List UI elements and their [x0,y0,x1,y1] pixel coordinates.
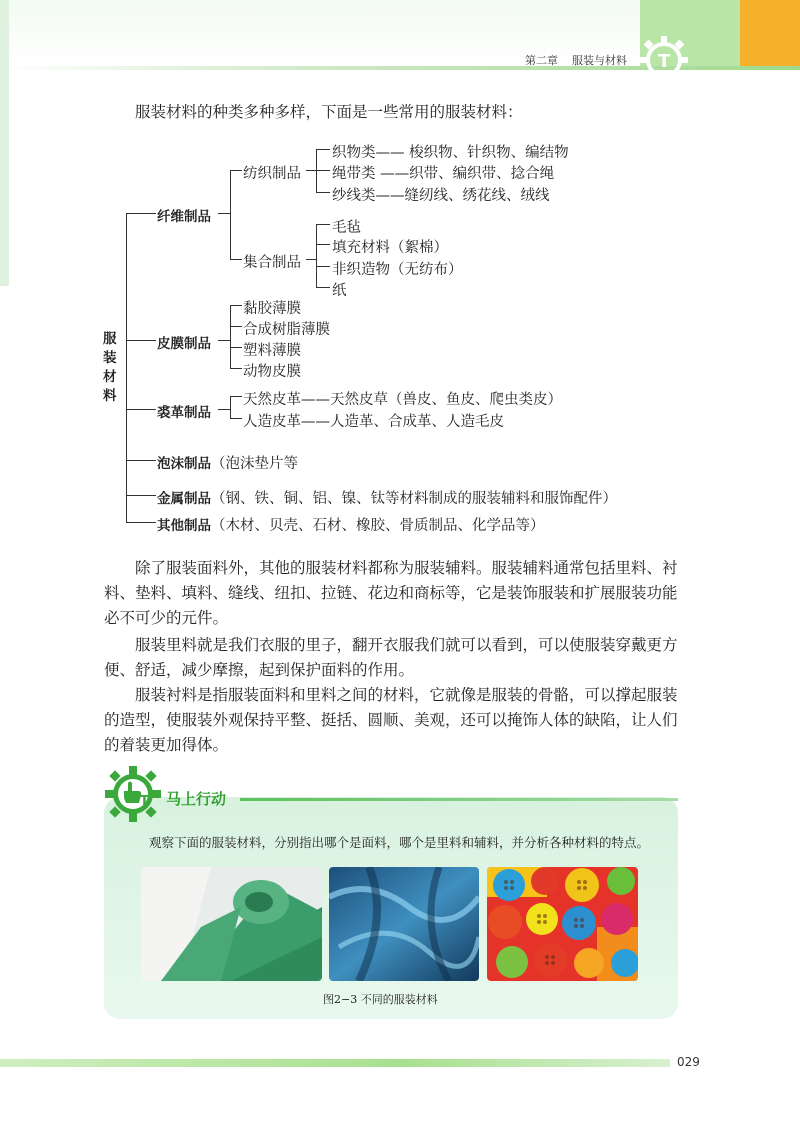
photo-blue-satin [329,867,479,981]
aggregate-item: 纸 [332,283,347,299]
activity-title-rule [240,798,678,801]
footer-bar [0,1059,670,1067]
paragraph: 服装里料就是我们衣服的里子，翻开衣服我们就可以看到，可以使服装穿戴更方便、舒适，减少摩擦，起到保护面料的作用。 [104,636,678,679]
textile-item: 纱线类——缝纫线、绣花线、绒线 [332,188,550,204]
category-other-desc: （木材、贝壳、石材、橡胶、骨质制品、化学品等） [211,518,545,534]
intro-text: 服装材料的种类多种多样，下面是一些常用的服装材料： [135,103,523,121]
aggregate-vertical [316,224,317,287]
branch-other [126,522,156,523]
page-number: 029 [677,1055,700,1069]
branch-film [126,340,156,341]
textile-branch-1 [316,149,330,150]
photo-green-fabric-roll [141,867,322,981]
film-branch-1 [230,305,242,306]
left-margin-strip [0,0,9,286]
textile-item: 绳带类 ——织带、编织带、捻合绳 [332,166,555,182]
leather-item: 人造皮革——人造革、合成革、人造毛皮 [243,414,504,430]
aggregate-branch-2 [316,244,330,245]
category-other [157,514,545,535]
film-branch-2 [230,326,242,327]
svg-text:T: T [140,794,149,809]
film-branch-4 [230,368,242,369]
tree-spine [126,213,127,523]
subcategory-textile-label: 纺织制品 [243,166,301,182]
leather-branch-2 [230,418,242,419]
textile-branch-2 [316,170,330,171]
category-foam-desc: （泡沫垫片等 [211,456,298,472]
leather-branch-1 [230,396,242,397]
category-fiber: 纤维制品 [157,209,211,225]
fiber-connector [218,213,230,214]
film-connector [218,340,230,341]
category-metal-label: 金属制品 [157,491,211,507]
gear-hand-icon [104,765,162,823]
svg-text:T: T [658,51,671,72]
fiber-branch-aggregate [230,259,242,260]
film-branch-3 [230,347,242,348]
film-item: 塑料薄膜 [243,343,301,359]
leather-connector [218,409,230,410]
category-other-label: 其他制品 [157,518,211,534]
film-item: 黏胶薄膜 [243,301,301,317]
category-leather: 裘革制品 [157,405,211,421]
branch-metal [126,495,156,496]
textile-branch-3 [316,192,330,193]
running-header [525,52,641,68]
aggregate-branch-1 [316,224,330,225]
film-item: 动物皮膜 [243,364,301,380]
fiber-vertical [230,170,231,259]
subcategory-aggregate: 集合制品 [243,255,301,271]
chapter-number: 第二章 [525,54,558,67]
category-foam-label: 泡沫制品 [157,456,211,472]
fiber-branch-textile [230,170,242,171]
branch-fiber [126,213,156,214]
aggregate-item: 填充材料（絮棉） [332,240,448,256]
category-film: 皮膜制品 [157,336,211,352]
tree-root-label: 服装材料 [103,331,117,404]
aggregate-branch-4 [316,287,330,288]
film-item: 合成树脂薄膜 [243,322,330,338]
aggregate-item: 非织造物（无纺布） [332,262,463,278]
film-vertical [230,305,231,368]
header-yellow-block [740,0,800,66]
figure-caption: 图2−3 不同的服装材料 [323,993,438,1006]
category-metal [157,487,617,508]
gear-logo-icon [636,32,692,88]
activity-title: 马上行动 [166,790,227,808]
activity-instruction: 观察下面的服装材料，分别指出哪个是面料，哪个是里料和辅料，并分析各种材料的特点。 [149,835,650,850]
branch-leather [126,409,156,410]
category-foam [157,452,298,473]
photo-colorful-buttons [487,867,638,981]
chapter-topic: 服装与材料 [572,54,627,67]
leather-item: 天然皮革——天然皮草（兽皮、鱼皮、爬虫类皮） [243,392,562,408]
paragraph: 服装衬料是指服装面料和里料之间的材料，它就像是服装的骨骼，可以撑起服装的造型，使服装外观保持平整、挺括、圆顺、美观，还可以掩饰人体的缺陷，让人们的着装更加得体。 [104,686,678,754]
leather-vertical [230,396,231,418]
paragraph: 除了服装面料外，其他的服装材料都称为服装辅料。服装辅料通常包括里料、衬料、垫料、填料、缝线、纽扣、拉链、花边和商标等，它是装饰服装和扩展服装功能必不可少的元件。 [104,559,678,627]
aggregate-branch-3 [316,266,330,267]
branch-foam [126,460,156,461]
aggregate-item: 毛毡 [332,220,361,236]
textile-connector [306,170,316,171]
textile-item: 织物类—— 梭织物、针织物、编结物 [332,145,569,161]
category-metal-desc: （钢、铁、铜、铝、镍、钛等材料制成的服装辅料和服饰配件） [211,491,617,507]
aggregate-connector [306,259,316,260]
